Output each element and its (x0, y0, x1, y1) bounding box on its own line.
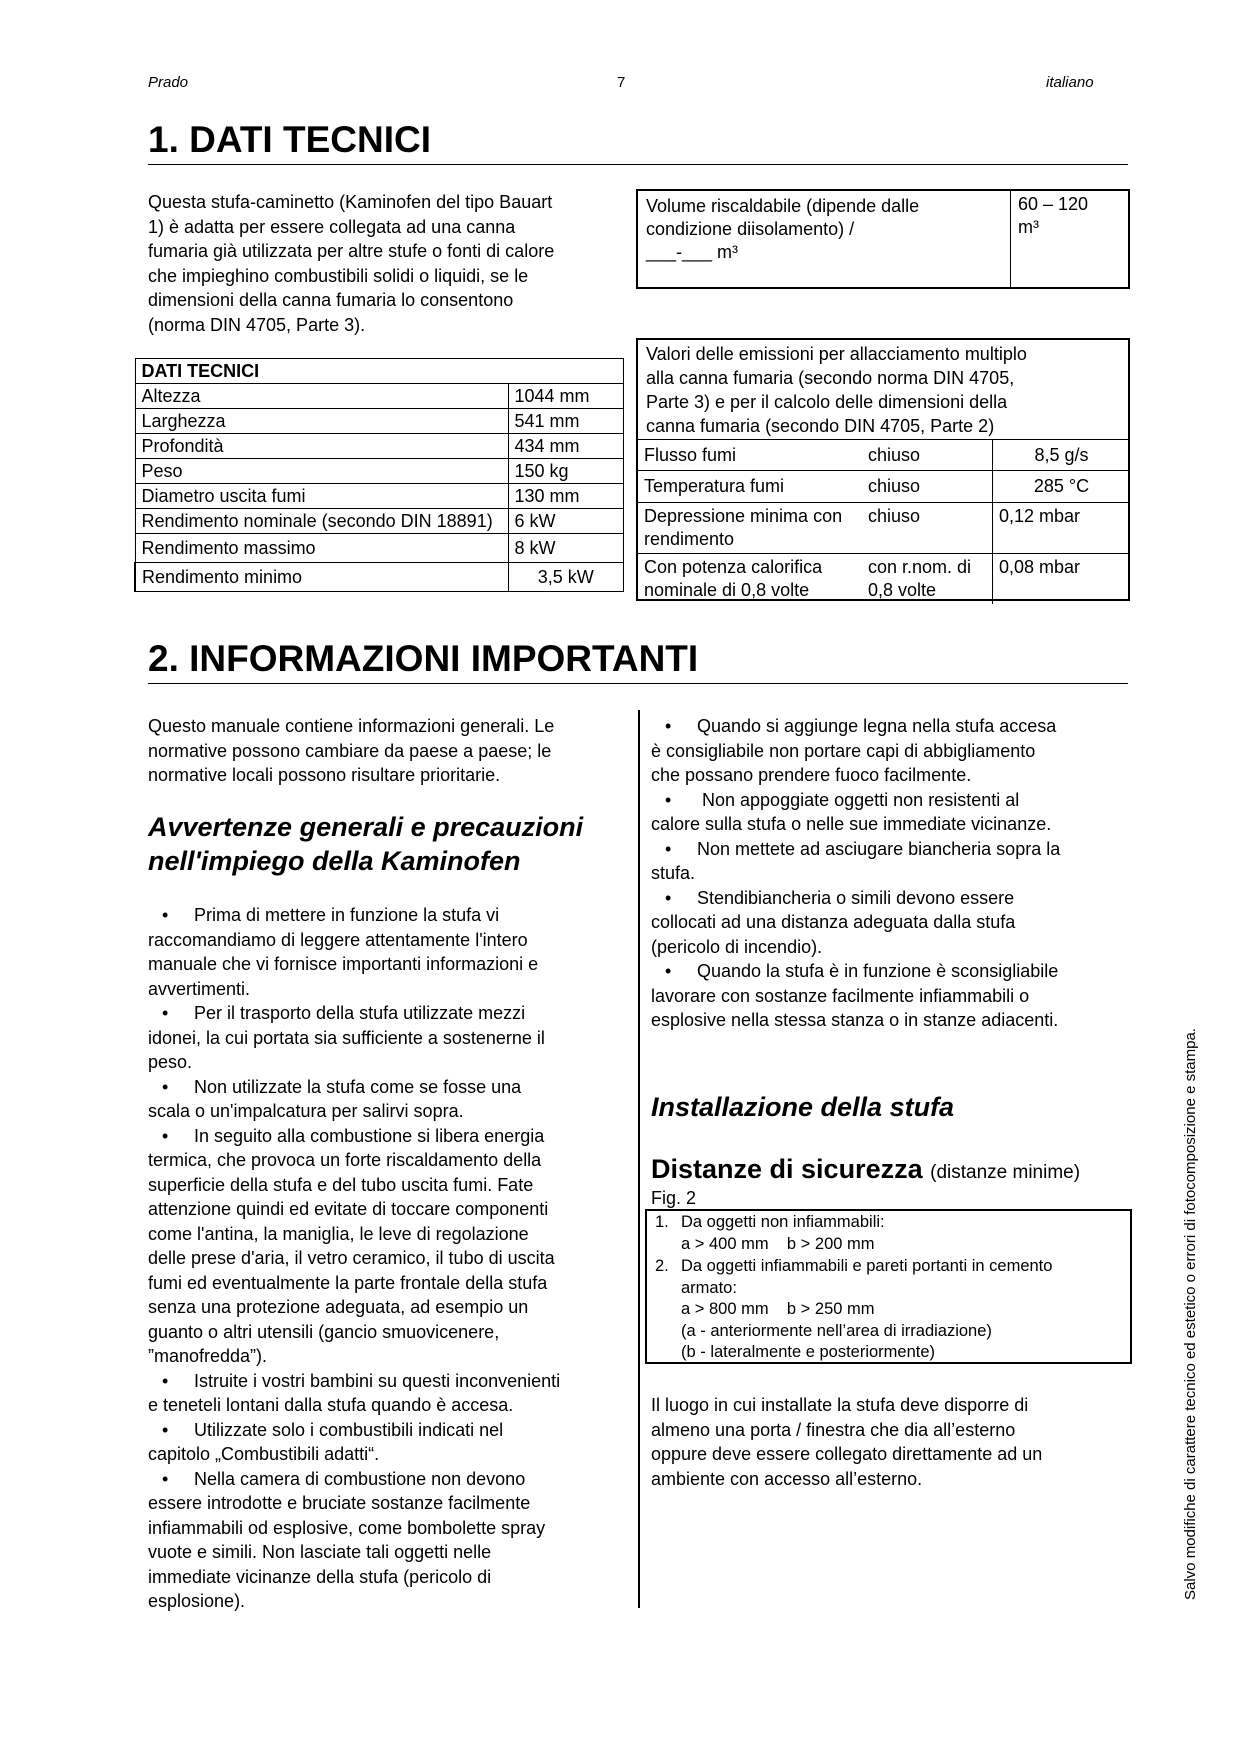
table-row: Temperatura fumi chiuso 285 °C (636, 471, 1130, 503)
header-title: Prado (148, 74, 189, 91)
warnings-heading: Avvertenze generali e precauzioni nell'impiego della Kaminofen (148, 812, 584, 876)
table-row: Rendimento massimo 8 kW (135, 534, 624, 563)
section-1-intro: Questa stufa-caminetto (Kaminofen del tipo Bauart 1) è adatta per essere collegata ad una canna fumaria già utilizzata per altre stufe o fonti di calore che impieghino combustibili solidi o liquidi, se le dimensioni della canna fumaria lo consentono (norma DIN 4705, Parte 3). (148, 192, 555, 335)
table-row: Profondità 434 mm (135, 434, 624, 459)
installation-heading: Installazione della stufa (651, 1092, 955, 1122)
section-2-intro: Questo manuale contiene informazioni generali. Le normative possono cambiare da paese a paese; le normative locali possono risultare prioritarie. (148, 716, 555, 785)
right-bullet-list (651, 714, 1131, 1033)
column-divider (638, 710, 640, 1608)
table-row: Rendimento nominale (secondo DIN 18891) 6 kW (135, 509, 624, 534)
table-row: Con potenza calorifica nominale di 0,8 volte con r.nom. di 0,8 volte 0,08 mbar (636, 554, 1130, 605)
section-2-title: 2. INFORMAZIONI IMPORTANTI (148, 637, 1128, 684)
header-language: italiano (1046, 74, 1094, 91)
tech-table-title: DATI TECNICI (135, 359, 624, 384)
tech-data-table (134, 358, 624, 592)
emissions-table (636, 439, 1130, 604)
list-item: • Non appoggiate oggetti non resistenti al calore sulla stufa o nelle sue immediate vicinanze. (651, 789, 1052, 834)
list-item: • Quando la stufa è in funzione è sconsigliabile lavorare con sostanze facilmente infiammabili o esplosive nella stessa stanza o in stanze adiacenti. (651, 961, 1059, 1030)
side-disclaimer: Salvo modifiche di carattere tecnico ed estetico o errori di fotocomposizione e stampa. (1182, 1028, 1199, 1600)
closing-paragraph: Il luogo in cui installate la stufa deve disporre di almeno una porta / finestra che dia all’esterno oppure deve essere collegato direttamente ad un ambiente con accesso all’esterno. (651, 1395, 1043, 1489)
section-1-title: 1. DATI TECNICI (148, 118, 1128, 165)
distances-heading: Distanze di sicurezza (distanze minime) (651, 1154, 1081, 1184)
list-item: • Stendibiancheria o simili devono essere collocati ad una distanza adeguata dalla stufa (pericolo di incendio). (651, 887, 1016, 957)
table-row: Altezza 1044 mm (135, 384, 624, 409)
emissions-box (636, 338, 1130, 601)
table-row: Larghezza 541 mm (135, 409, 624, 434)
volume-box (636, 189, 1130, 289)
list-item: • Non utilizzate la stufa come se fosse una scala o un'impalcatura per salirvi sopra. (148, 1076, 522, 1121)
distances-box: 1. Da oggetti non infiammabili: a > 400 mm b > 200 mm 2. Da oggetti infiammabili e pareti portanti in cemento armato: a > 800 mm b > 250 mm (a - anteriormente nell’area di irradiazione) (b - lateralmente e posteriormente) (645, 1209, 1132, 1364)
volume-label: Volume riscaldabile (dipende dalle condizione diisolamento) / ___-___ m³ (646, 196, 920, 262)
list-item: • Istruite i vostri bambini su questi inconvenienti e teneteli lontani dalla stufa quando è accesa. (148, 1370, 561, 1415)
page-number: 7 (617, 74, 626, 91)
table-row: Depressione minima con rendimento chiuso 0,12 mbar (636, 503, 1130, 554)
list-item: • Non mettete ad asciugare biancheria sopra la stufa. (651, 838, 1061, 883)
table-row: Diametro uscita fumi 130 mm (135, 484, 624, 509)
figure-label: Fig. 2 (651, 1188, 697, 1208)
volume-value: 60 – 120 m³ (1018, 194, 1089, 237)
list-item: • Nella camera di combustione non devono essere introdotte e bruciate sostanze facilmente infiammabili od esplosive, come bombolette spray vuote e simili. Non lasciate tali oggetti nelle immediate vicinanze della stufa (pericolo di esplosione). (148, 1468, 546, 1611)
left-bullet-list (148, 903, 628, 1614)
list-item: • Per il trasporto della stufa utilizzate mezzi idonei, la cui portata sia sufficiente a sostenerne il peso. (148, 1003, 545, 1072)
list-item: • Prima di mettere in funzione la stufa vi raccomandiamo di leggere attentamente l'intero manuale che vi fornisce importanti informazioni e avvertimenti. (148, 905, 539, 999)
list-item: • In seguito alla combustione si libera energia termica, che provoca un forte riscaldamento della superficie della stufa e del tubo uscita fumi. Fate attenzione quindi ed evitate di toccare componenti come l'antina, la maniglia, le leve di regolazione delle prese d'aria, il vetro ceramico, il tubo di uscita fumi ed eventualmente la parte frontale della stufa senza una protezione adeguata, ad esempio un guanto o altri utensili (gancio smuovicenere, ”manofredda”). (148, 1125, 555, 1366)
table-row: Flusso fumi chiuso 8,5 g/s (636, 440, 1130, 471)
emissions-intro: Valori delle emissioni per allacciamento multiplo alla canna fumaria (secondo norma DIN 4705, Parte 3) e per il calcolo delle dimensioni della canna fumaria (secondo DIN 4705, Parte 2) (646, 344, 1027, 436)
table-row: Rendimento minimo 3,5 kW (135, 563, 624, 592)
list-item: • Quando si aggiunge legna nella stufa accesa è consigliabile non portare capi di abbigliamento che possano prendere fuoco facilmente. (651, 716, 1057, 785)
table-row: Peso 150 kg (135, 459, 624, 484)
list-item: • Utilizzate solo i combustibili indicati nel capitolo „Combustibili adatti“. (148, 1419, 504, 1464)
